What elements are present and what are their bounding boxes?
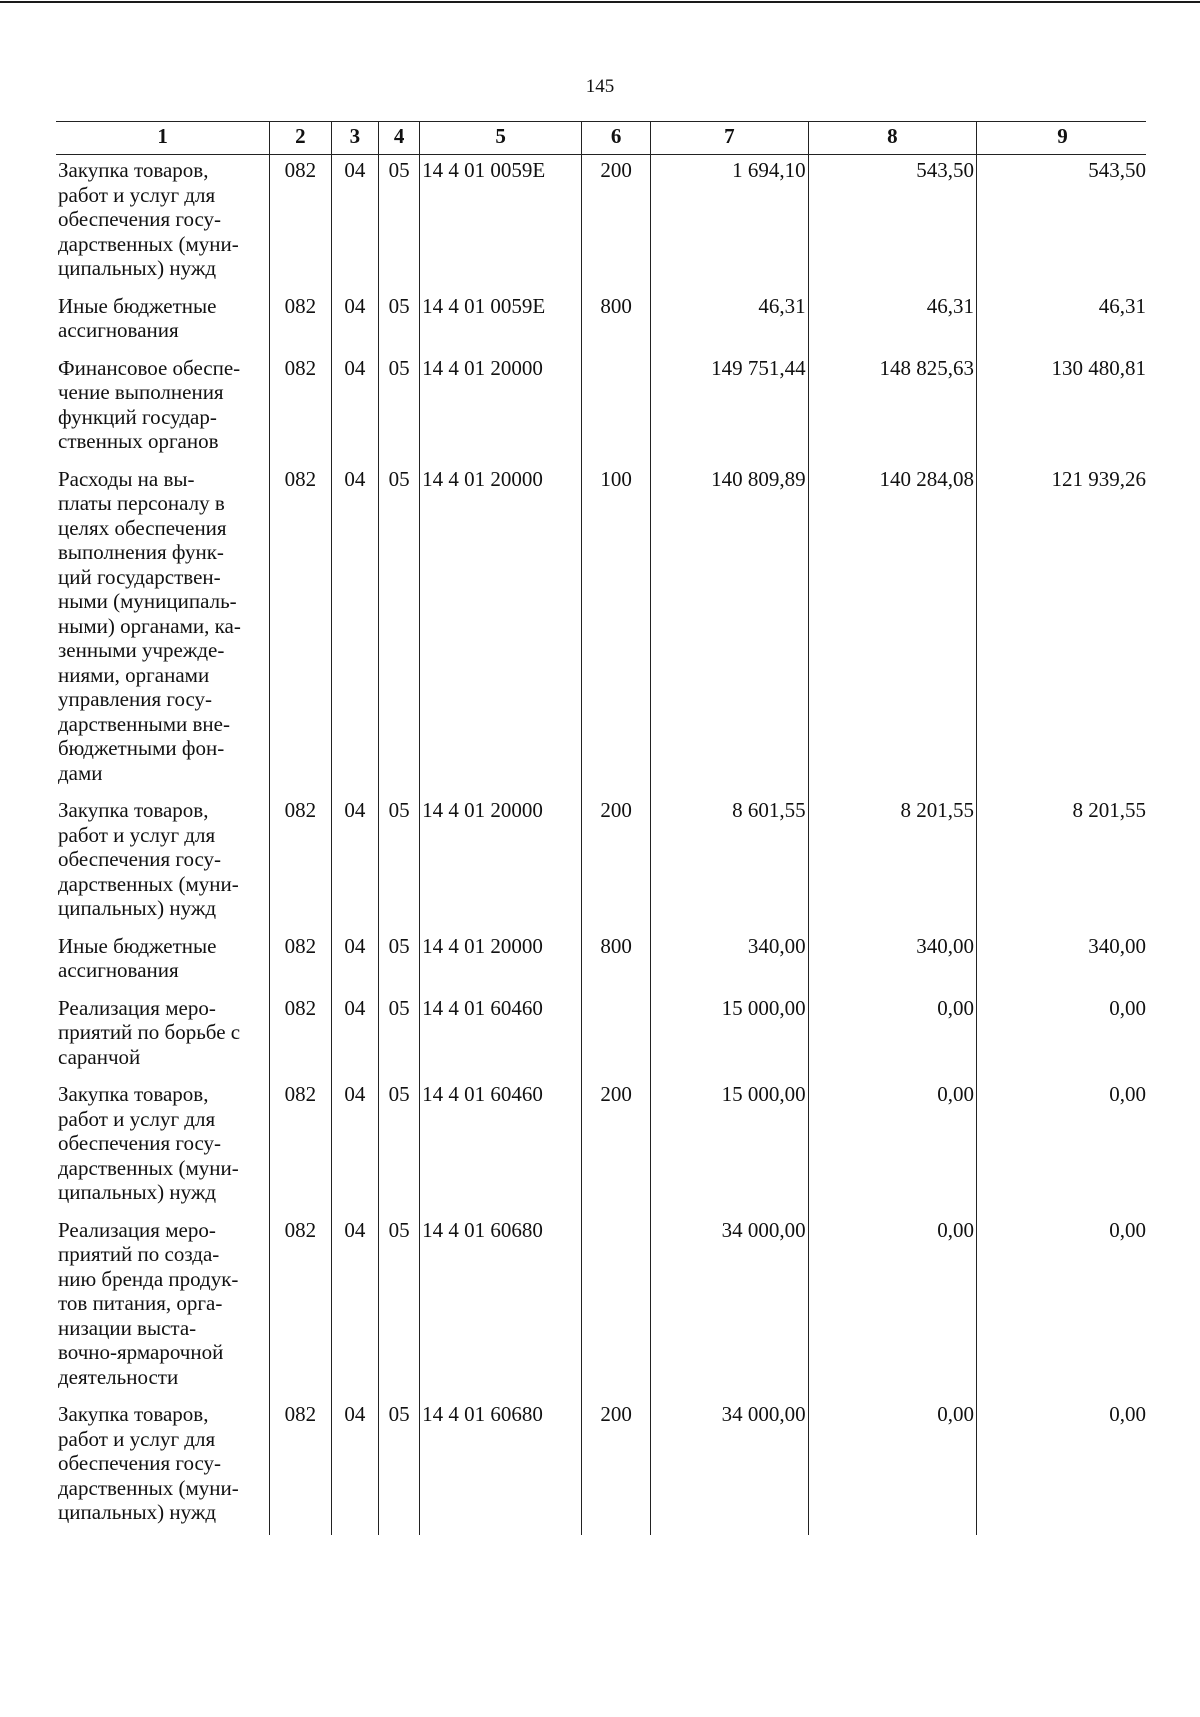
cell-section: 04 [331,155,378,291]
cell-target-article: 14 4 01 60460 [420,993,582,1080]
cell-amount-col9: 0,00 [977,1215,1147,1400]
cell-amount-col9: 0,00 [977,993,1147,1080]
cell-amount-col9: 0,00 [977,1079,1147,1215]
cell-target-article: 14 4 01 0059Е [420,291,582,353]
cell-amount-col8: 543,50 [808,155,976,291]
cell-name: Закупка товаров, работ и услуг для обеспечения госу- дарственных (муни- ципальных) нужд [56,155,270,291]
table-row [56,1215,1146,1400]
top-rule [0,1,1200,3]
cell-expense-type: 200 [582,1079,651,1215]
cell-target-article: 14 4 01 20000 [420,931,582,993]
page-number: 145 [585,76,615,97]
cell-expense-type [582,993,651,1080]
cell-admin-code: 082 [270,464,332,796]
cell-subsection: 05 [379,931,420,993]
cell-target-article: 14 4 01 20000 [420,464,582,796]
cell-amount-col7: 34 000,00 [651,1215,809,1400]
cell-expense-type [582,353,651,464]
table-header [56,122,1146,155]
cell-subsection: 05 [379,291,420,353]
table-row [56,291,1146,353]
cell-amount-col9: 340,00 [977,931,1147,993]
table-row [56,795,1146,931]
cell-amount-col7: 15 000,00 [651,1079,809,1215]
cell-admin-code: 082 [270,353,332,464]
header-col-6: 6 [582,122,651,155]
cell-name: Закупка товаров, работ и услуг для обеспечения госу- дарственных (муни- ципальных) нужд [56,1079,270,1215]
cell-target-article: 14 4 01 20000 [420,353,582,464]
cell-target-article: 14 4 01 60680 [420,1215,582,1400]
cell-amount-col8: 0,00 [808,1215,976,1400]
cell-amount-col7: 340,00 [651,931,809,993]
cell-subsection: 05 [379,1079,420,1215]
header-row [56,122,1146,155]
cell-subsection: 05 [379,1215,420,1400]
cell-admin-code: 082 [270,1079,332,1215]
cell-expense-type: 200 [582,1399,651,1535]
cell-subsection: 05 [379,155,420,291]
cell-amount-col8: 8 201,55 [808,795,976,931]
cell-admin-code: 082 [270,1399,332,1535]
header-col-3: 3 [331,122,378,155]
cell-admin-code: 082 [270,993,332,1080]
cell-target-article: 14 4 01 60680 [420,1399,582,1535]
cell-subsection: 05 [379,795,420,931]
cell-amount-col8: 340,00 [808,931,976,993]
cell-expense-type [582,1215,651,1400]
header-col-1: 1 [56,122,270,155]
cell-amount-col9: 121 939,26 [977,464,1147,796]
header-col-8: 8 [808,122,976,155]
cell-name: Реализация меро- приятий по борьбе с саранчой [56,993,270,1080]
cell-name: Расходы на вы- платы персоналу в целях обеспечения выполнения функ- ций государствен- ными (муниципаль- ными) органами, ка- зенными учрежде- ниями, органами управления госу- дарственными вне- бюджетными фон- дами [56,464,270,796]
cell-expense-type: 200 [582,155,651,291]
cell-section: 04 [331,993,378,1080]
cell-amount-col9: 46,31 [977,291,1147,353]
cell-name: Закупка товаров, работ и услуг для обеспечения госу- дарственных (муни- ципальных) нужд [56,1399,270,1535]
table-row [56,993,1146,1080]
cell-amount-col7: 149 751,44 [651,353,809,464]
cell-section: 04 [331,1399,378,1535]
table-row [56,1079,1146,1215]
cell-section: 04 [331,1215,378,1400]
table-row [56,464,1146,796]
cell-name: Закупка товаров, работ и услуг для обеспечения госу- дарственных (муни- ципальных) нужд [56,795,270,931]
cell-expense-type: 100 [582,464,651,796]
cell-admin-code: 082 [270,155,332,291]
cell-target-article: 14 4 01 0059Е [420,155,582,291]
header-col-7: 7 [651,122,809,155]
cell-expense-type: 800 [582,931,651,993]
cell-admin-code: 082 [270,795,332,931]
header-col-5: 5 [420,122,582,155]
header-col-2: 2 [270,122,332,155]
table-row [56,931,1146,993]
cell-name: Иные бюджетные ассигнования [56,291,270,353]
cell-section: 04 [331,1079,378,1215]
cell-amount-col7: 46,31 [651,291,809,353]
cell-amount-col9: 0,00 [977,1399,1147,1535]
cell-amount-col9: 130 480,81 [977,353,1147,464]
cell-subsection: 05 [379,993,420,1080]
cell-subsection: 05 [379,464,420,796]
cell-admin-code: 082 [270,931,332,993]
cell-target-article: 14 4 01 60460 [420,1079,582,1215]
cell-amount-col8: 0,00 [808,993,976,1080]
cell-amount-col7: 15 000,00 [651,993,809,1080]
cell-name: Реализация меро- приятий по созда- нию бренда продук- тов питания, орга- низации выста- вочно-ярмарочной деятельности [56,1215,270,1400]
cell-expense-type: 800 [582,291,651,353]
cell-section: 04 [331,931,378,993]
cell-admin-code: 082 [270,1215,332,1400]
cell-amount-col8: 0,00 [808,1079,976,1215]
cell-amount-col7: 8 601,55 [651,795,809,931]
cell-subsection: 05 [379,1399,420,1535]
cell-expense-type: 200 [582,795,651,931]
budget-table [56,121,1146,1535]
cell-section: 04 [331,353,378,464]
cell-amount-col8: 0,00 [808,1399,976,1535]
cell-amount-col7: 1 694,10 [651,155,809,291]
cell-subsection: 05 [379,353,420,464]
cell-amount-col8: 148 825,63 [808,353,976,464]
cell-admin-code: 082 [270,291,332,353]
cell-section: 04 [331,795,378,931]
cell-amount-col8: 46,31 [808,291,976,353]
cell-amount-col7: 140 809,89 [651,464,809,796]
cell-section: 04 [331,464,378,796]
table-row [56,353,1146,464]
cell-name: Финансовое обеспе- чение выполнения функций государ- ственных органов [56,353,270,464]
cell-target-article: 14 4 01 20000 [420,795,582,931]
cell-name: Иные бюджетные ассигнования [56,931,270,993]
table-body [56,155,1146,1535]
table-row [56,155,1146,291]
header-col-9: 9 [977,122,1147,155]
cell-amount-col9: 543,50 [977,155,1147,291]
cell-amount-col8: 140 284,08 [808,464,976,796]
table-row [56,1399,1146,1535]
cell-amount-col9: 8 201,55 [977,795,1147,931]
cell-amount-col7: 34 000,00 [651,1399,809,1535]
cell-section: 04 [331,291,378,353]
header-col-4: 4 [379,122,420,155]
